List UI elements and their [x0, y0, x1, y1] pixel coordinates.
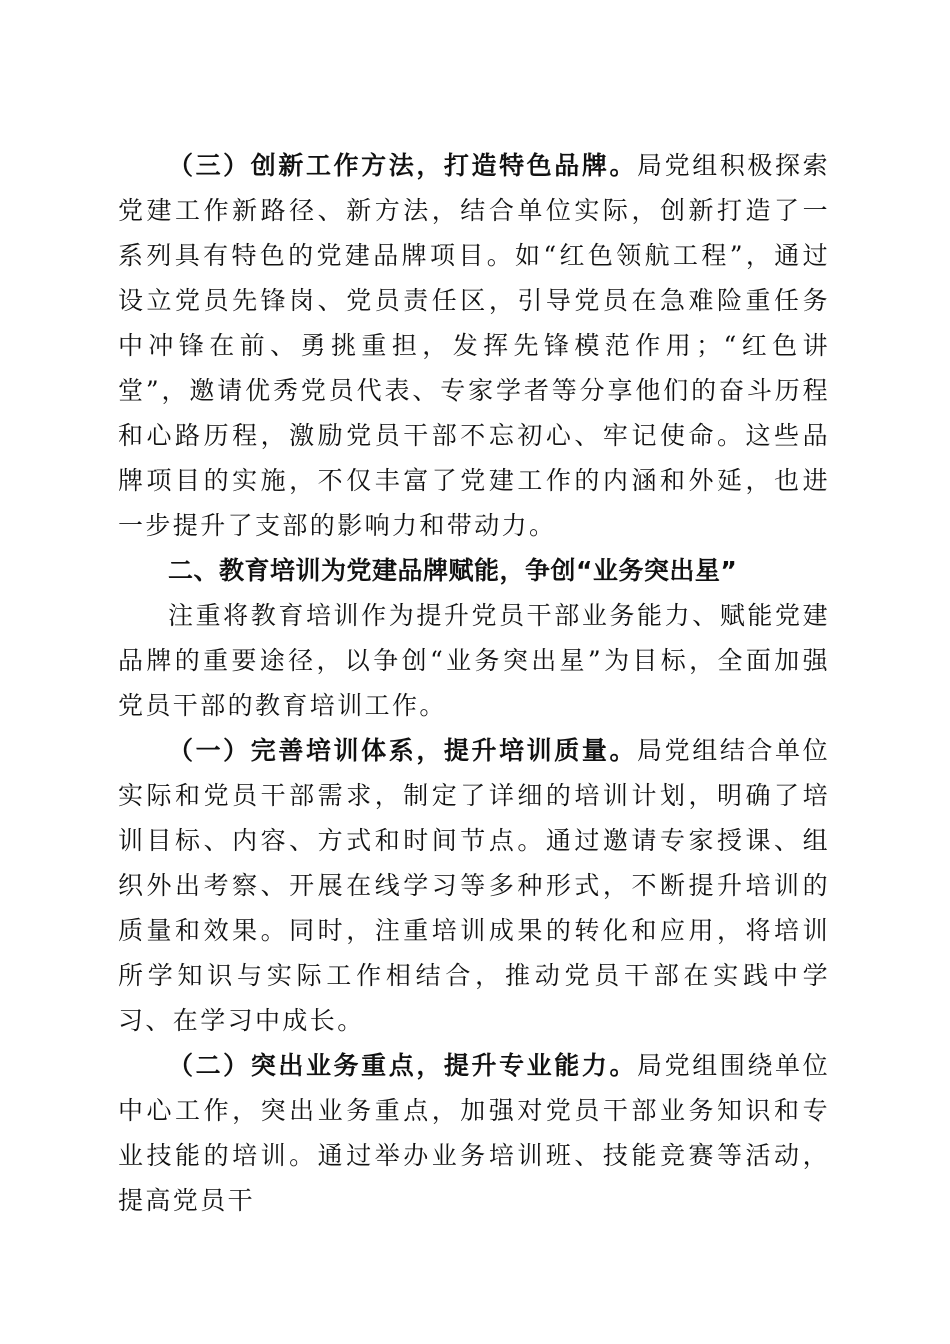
paragraph-text: 注重将教育培训作为提升党员干部业务能力、赋能党建品牌的重要途径，以争创“业务突出星”为目标，全面加强党员干部的教育培训工作。 — [118, 601, 830, 720]
paragraph-text: 局党组积极探索党建工作新路径、新方法，结合单位实际，创新打造了一系列具有特色的党建品牌项目。如“红色领航工程”，通过设立党员先锋岗、党员责任区，引导党员在急难险重任务中冲锋在前、勇挑重担，发挥先锋模范作用；“红色讲堂”，邀请优秀党员代表、专家学者等分享他们的奋斗历程和心路历程，激励党员干部不忘初心、牢记使命。这些品牌项目的实施，不仅丰富了党建工作的内涵和外延，也进一步提升了支部的影响力和带动力。 — [118, 151, 830, 540]
paragraph-training-system — [118, 728, 830, 1043]
paragraph-business-focus — [118, 1043, 830, 1223]
paragraph-lead: （三）创新工作方法，打造特色品牌。 — [168, 151, 638, 180]
document-body — [118, 143, 830, 1223]
section-heading-education-training: 二、教育培训为党建品牌赋能，争创“业务突出星” — [168, 556, 738, 585]
paragraph-section-intro — [118, 593, 830, 728]
paragraph-lead: （一）完善培训体系，提升培训质量。 — [168, 736, 638, 765]
paragraph-lead: （二）突出业务重点，提升专业能力。 — [168, 1051, 638, 1080]
paragraph-innovation-brand — [118, 143, 830, 548]
paragraph-text: 局党组结合单位实际和党员干部需求，制定了详细的培训计划，明确了培训目标、内容、方式和时间节点。通过邀请专家授课、组织外出考察、开展在线学习等多种形式，不断提升培训的质量和效果。同时，注重培训成果的转化和应用，将培训所学知识与实际工作相结合，推动党员干部在实践中学习、在学习中成长。 — [118, 736, 830, 1035]
paragraph-text: 局党组围绕单位中心工作，突出业务重点，加强对党员干部业务知识和专业技能的培训。通过举办业务培训班、技能竞赛等活动，提高党员干 — [118, 1051, 830, 1215]
